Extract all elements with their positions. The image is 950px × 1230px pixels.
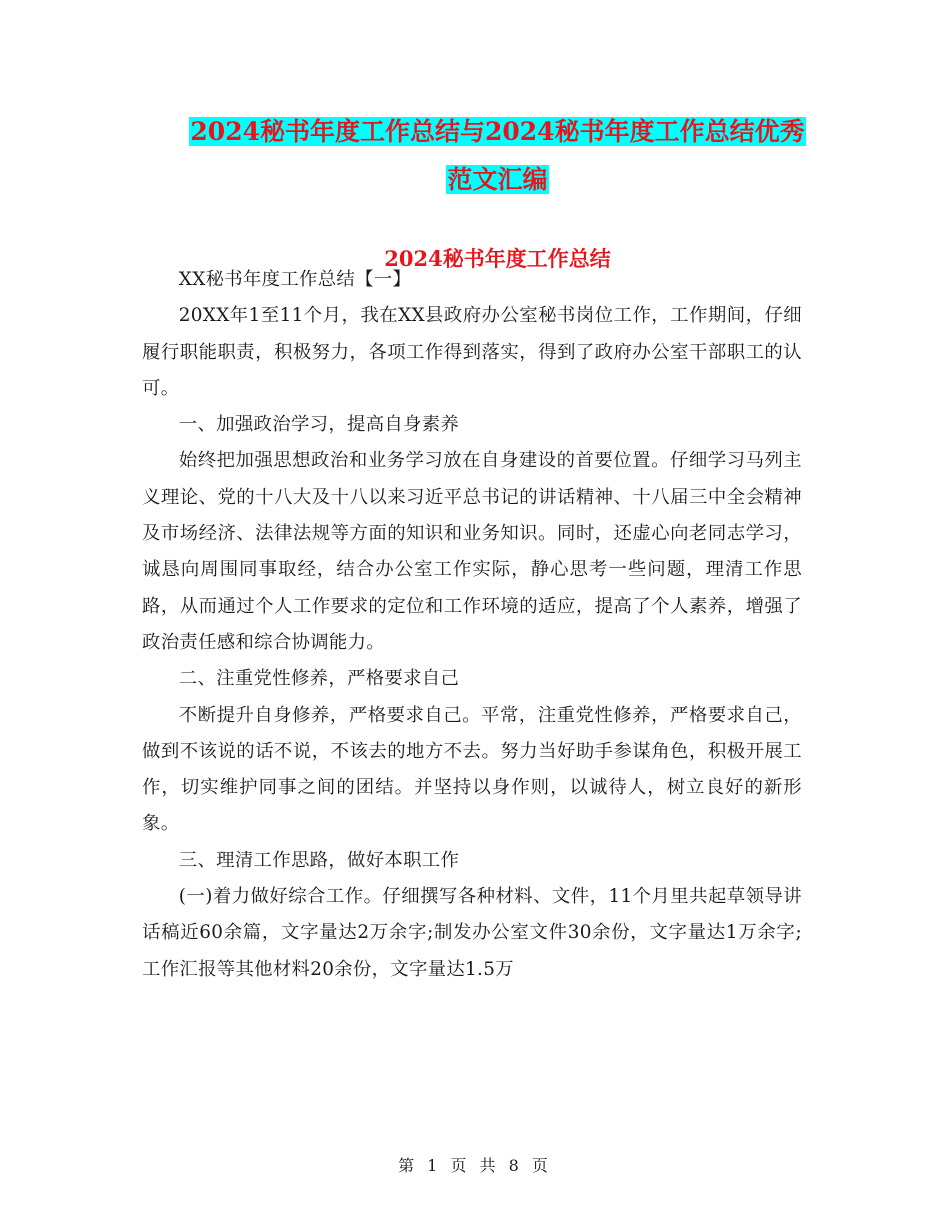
- section-title: 2024秘书年度工作总结: [384, 246, 611, 271]
- paragraph: 始终把加强思想政治和业务学习放在自身建设的首要位置。仔细学习马列主义理论、党的十八大及十八以来习近平总书记的讲话精神、十八届三中全会精神及市场经济、法律法规等方面的知识和业务知识。同时，还虚心向老同志学习，诚恳向周围同事取经，结合办公室工作实际，静心思考一些问题，理清工作思路，从而通过个人工作要求的定位和工作环境的适应，提高了个人素养，增强了政治责任感和综合协调能力。: [142, 450, 802, 653]
- paragraph: XX秘书年度工作总结【一】: [178, 269, 412, 290]
- page-footer: 第 1 页 共 8 页: [398, 1156, 552, 1175]
- document-title-line1: 2024秘书年度工作总结与2024秘书年度工作总结优秀: [190, 117, 805, 146]
- document-title: [140, 108, 855, 204]
- document-title-line2: 范文汇编: [447, 165, 548, 194]
- paragraph: 20XX年1至11个月，我在XX县政府办公室秘书岗位工作，工作期间，仔细履行职能职责，积极努力，各项工作得到落实，得到了政府办公室干部职工的认可。: [142, 305, 802, 399]
- paragraph: 二、注重党性修养，严格要求自己: [178, 668, 460, 690]
- paragraph: (一)着力做好综合工作。仔细撰写各种材料、文件，11个月里共起草领导讲话稿近60余篇，文字量达2万余字;制发办公室文件30余份，文字量达1万余字;工作汇报等其他材料20余份，文字量达1.5万: [142, 886, 802, 980]
- paragraph: 一、加强政治学习，提高自身素养: [178, 414, 460, 436]
- paragraph: 不断提升自身修养，严格要求自己。平常，注重党性修养，严格要求自己，做到不该说的话不说，不该去的地方不去。努力当好助手参谋角色，积极开展工作，切实维护同事之间的团结。并坚持以身作则，以诚待人，树立良好的新形象。: [142, 704, 802, 835]
- document-body: [142, 262, 802, 988]
- paragraph: 三、理清工作思路，做好本职工作: [178, 849, 460, 871]
